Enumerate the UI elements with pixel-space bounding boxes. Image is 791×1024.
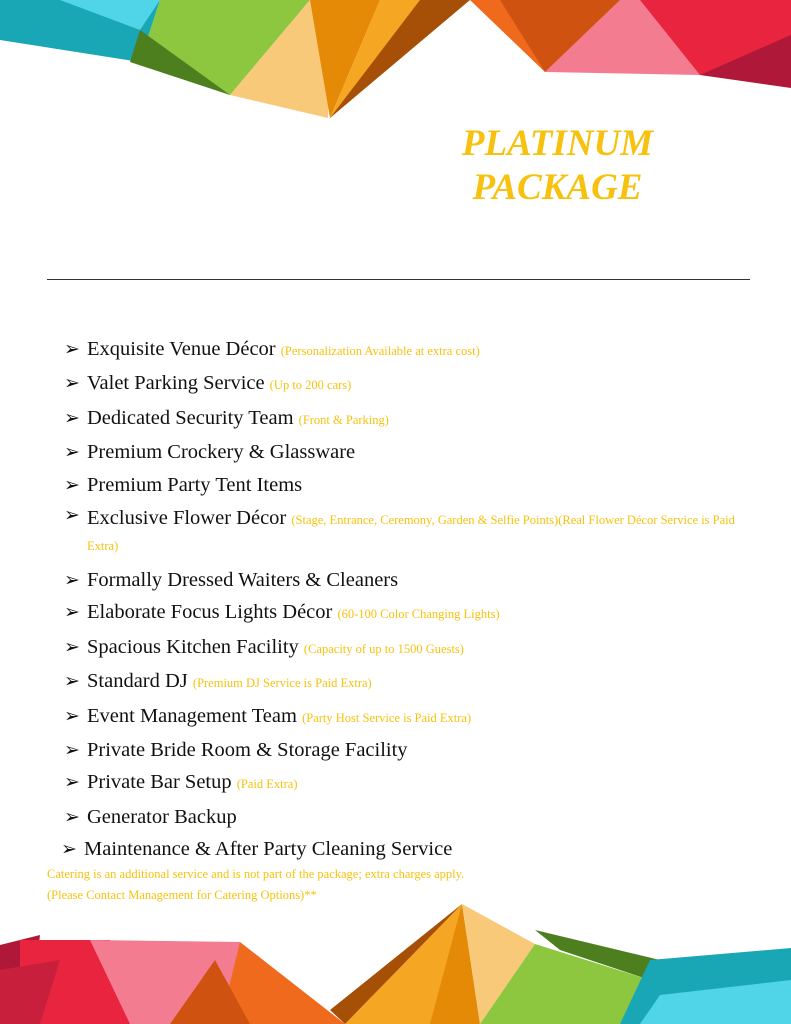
title-line-1: PLATINUM: [461, 123, 654, 164]
arrowhead-bullet-icon: ➢: [64, 504, 80, 527]
arrowhead-bullet-icon: ➢: [64, 569, 80, 592]
list-item: [64, 665, 764, 699]
item-note: (Up to 200 cars): [269, 378, 352, 393]
list-item: [64, 596, 764, 630]
item-note: (60-100 Color Changing Lights): [337, 607, 500, 622]
list-item: [64, 734, 764, 766]
arrowhead-bullet-icon: ➢: [64, 601, 80, 624]
item-label: Dedicated Security Team: [87, 406, 294, 429]
arrowhead-bullet-icon: ➢: [64, 739, 80, 762]
list-item: [64, 801, 764, 833]
item-label: Exquisite Venue Décor: [87, 338, 276, 360]
arrowhead-bullet-icon: ➢: [61, 838, 77, 861]
list-item: [64, 469, 764, 501]
arrowhead-bullet-icon: ➢: [64, 338, 80, 360]
feature-list: [61, 333, 764, 866]
title-line-2: PACKAGE: [472, 167, 643, 208]
list-item: [64, 766, 764, 800]
catering-note-line-2: (Please Contact Management for Catering Options)**: [47, 888, 317, 902]
item-label: Valet Parking Service: [87, 372, 265, 395]
item-label: Private Bride Room & Storage Facility: [87, 739, 408, 762]
list-item: [64, 367, 764, 401]
arrowhead-bullet-icon: ➢: [64, 372, 80, 395]
item-label: Exclusive Flower Décor: [87, 507, 287, 530]
arrowhead-bullet-icon: ➢: [64, 473, 80, 496]
list-item: [64, 501, 764, 564]
item-note: (Capacity of up to 1500 Guests): [303, 641, 464, 656]
list-item: [64, 700, 764, 734]
arrowhead-bullet-icon: ➢: [64, 441, 80, 464]
item-note: (Personalization Available at extra cost): [280, 344, 480, 358]
arrowhead-bullet-icon: ➢: [64, 670, 80, 693]
item-label: Premium Party Tent Items: [87, 473, 303, 496]
list-item: [64, 436, 764, 468]
item-label: Maintenance & After Party Cleaning Service: [84, 838, 453, 861]
item-label: Spacious Kitchen Facility: [87, 635, 299, 658]
package-title: [420, 122, 695, 210]
list-item: [64, 631, 764, 665]
item-note: (Front & Parking): [298, 412, 389, 427]
item-label: Private Bar Setup: [87, 771, 232, 794]
list-item: [64, 333, 764, 367]
item-label: Elaborate Focus Lights Décor: [87, 601, 333, 624]
item-note: (Stage, Entrance, Ceremony, Garden & Selfie Points)(Real Flower Décor Service is Paid Extra): [87, 513, 735, 554]
list-item: [64, 402, 764, 436]
item-label: Premium Crockery & Glassware: [87, 441, 356, 464]
arrowhead-bullet-icon: ➢: [64, 406, 80, 429]
top-decorative-banner: [0, 0, 791, 120]
arrowhead-bullet-icon: ➢: [64, 771, 80, 794]
item-note: (Premium DJ Service is Paid Extra): [192, 676, 372, 691]
list-item: [61, 833, 761, 865]
item-label: Standard DJ: [87, 670, 188, 693]
item-label: Formally Dressed Waiters & Cleaners: [87, 569, 399, 592]
item-note: (Party Host Service is Paid Extra): [302, 710, 472, 725]
arrowhead-bullet-icon: ➢: [64, 805, 80, 828]
divider-line: [47, 279, 750, 280]
catering-note-line-1: Catering is an additional service and is not part of the package; extra charges apply.: [47, 867, 465, 881]
item-label: Event Management Team: [87, 704, 297, 727]
arrowhead-bullet-icon: ➢: [64, 635, 80, 658]
item-label: Generator Backup: [87, 805, 237, 828]
list-item: [64, 564, 764, 596]
item-note: (Paid Extra): [236, 777, 298, 792]
arrowhead-bullet-icon: ➢: [64, 704, 80, 727]
bottom-decorative-banner: [0, 900, 791, 1024]
